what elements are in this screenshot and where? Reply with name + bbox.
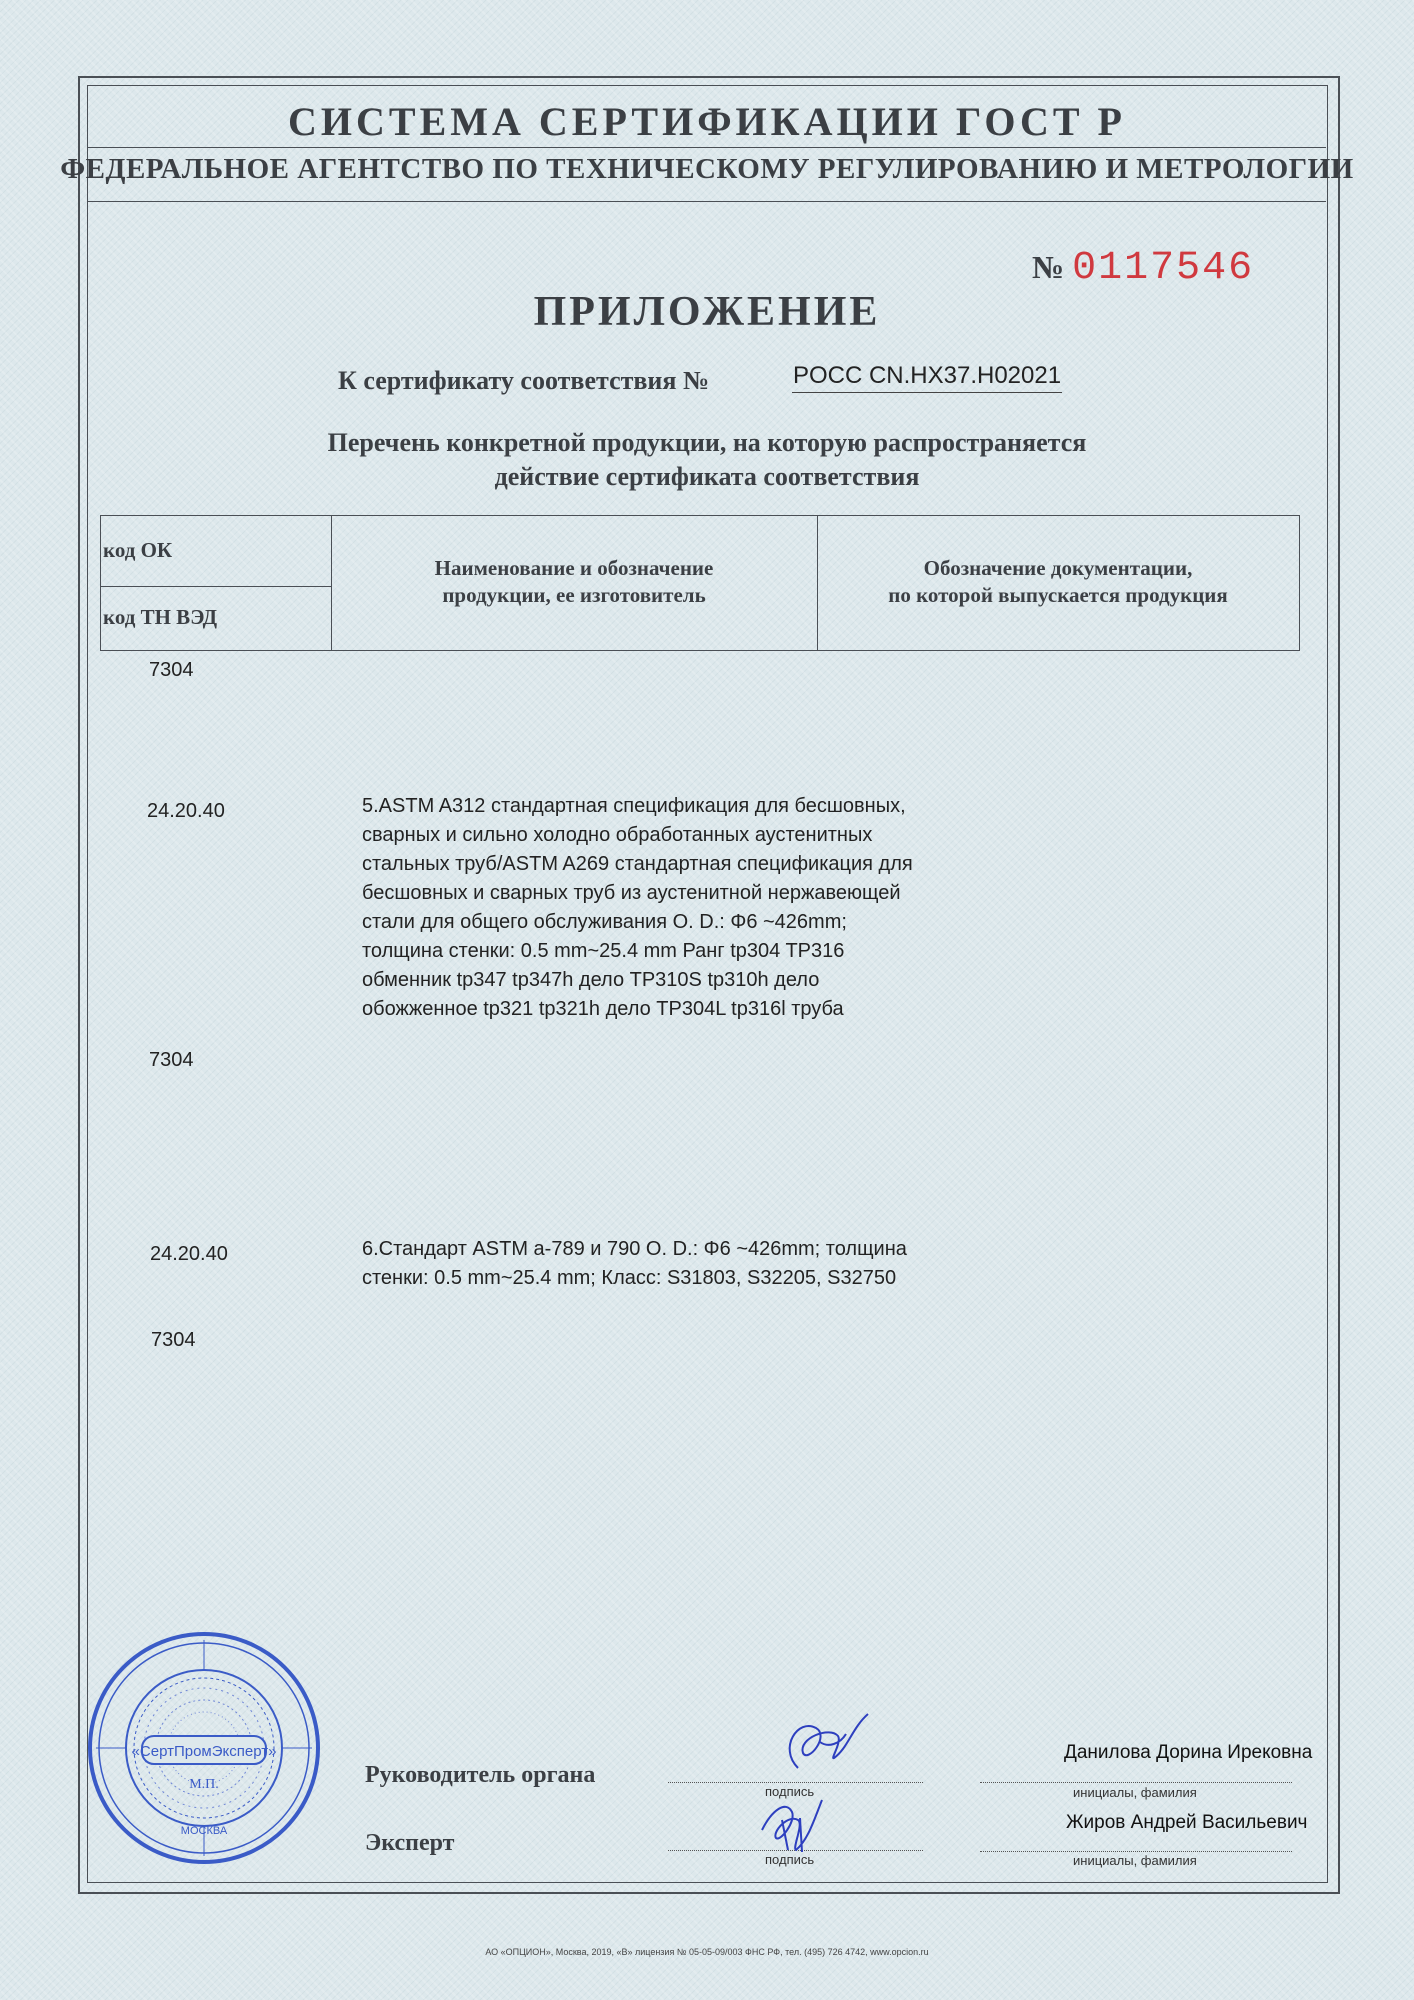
table-header xyxy=(100,515,1300,651)
list-title-line-2: действие сертификата соответствия xyxy=(494,462,920,491)
form-number-value: 0117546 xyxy=(1072,246,1255,291)
doc-column-header-line-1: Обозначение документации, xyxy=(923,556,1193,580)
name-column-header-line-1: Наименование и обозначение xyxy=(434,556,714,580)
list-title-line-1: Перечень конкретной продукции, на которую распространяется xyxy=(327,428,1087,457)
agency-title: ФЕДЕРАЛЬНОЕ АГЕНТСТВО ПО ТЕХНИЧЕСКОМУ РЕГУЛИРОВАНИЮ И МЕТРОЛОГИИ xyxy=(60,153,1354,185)
form-number-prefix: № xyxy=(1032,249,1065,285)
page-title: ПРИЛОЖЕНИЕ xyxy=(533,289,881,335)
expert-label: Эксперт xyxy=(365,1830,455,1856)
row-2-line: сварных и сильно холодно обработанных аустенитных xyxy=(362,824,873,846)
row-3-line: 6.Стандарт ASTM a-789 и 790 O. D.: Φ6 ~426mm; толщина xyxy=(362,1238,907,1260)
row-3-line: стенки: 0.5 mm~25.4 mm; Класс: S31803, S32205, S32750 xyxy=(362,1267,897,1289)
expert-signature xyxy=(752,1790,832,1860)
row-2-line: 5.ASTM A312 стандартная спецификация для бесшовных, xyxy=(362,795,906,817)
row-2-line: обменник tp347 tp347h дело TP310S tp310h дело xyxy=(362,969,820,991)
stamp-city: МОСКВА xyxy=(180,1825,228,1837)
expert-name: Жиров Андрей Васильевич xyxy=(1066,1812,1308,1833)
row-1-code: 7304 xyxy=(149,659,194,681)
header-divider-1 xyxy=(88,147,1326,148)
form-number xyxy=(1032,246,1254,291)
doc-column-header xyxy=(817,555,1299,609)
row-2-description xyxy=(362,792,913,1024)
name-column-header xyxy=(331,555,817,609)
table-row-divider xyxy=(101,586,331,587)
row-2-line: толщина стенки: 0.5 mm~25.4 mm Ранг tp304 TP316 xyxy=(362,940,845,962)
stamp-seal-mark: М.П. xyxy=(189,1777,219,1792)
head-name-caption: инициалы, фамилия xyxy=(1073,1785,1197,1800)
code-tn-label: код ТН ВЭД xyxy=(103,605,218,629)
row-3-description xyxy=(362,1235,907,1293)
name-column-header-line-2: продукции, ее изготовитель xyxy=(442,583,706,607)
row-3-code-ok: 24.20.40 xyxy=(150,1243,228,1265)
official-stamp xyxy=(84,1628,324,1868)
certificate-number: POCC CN.HX37.H02021 xyxy=(792,362,1062,393)
head-name: Данилова Дорина Ирековна xyxy=(1064,1742,1313,1763)
row-2-line: обожженное tp321 tp321h дело TP304L tp316l труба xyxy=(362,998,844,1020)
row-2-code-tn: 7304 xyxy=(149,1049,194,1071)
certificate-label: К сертификату соответствия № xyxy=(338,366,710,395)
row-2-line: бесшовных и сварных труб из аустенитной нержавеющей xyxy=(362,882,901,904)
head-signature xyxy=(768,1708,888,1788)
expert-sign-caption: подпись xyxy=(765,1852,815,1867)
head-sign-caption: подпись xyxy=(765,1784,815,1799)
header-divider-2 xyxy=(88,201,1326,202)
row-2-line: стальных труб/ASTM A269 стандартная спецификация для xyxy=(362,853,913,875)
head-name-line xyxy=(980,1782,1292,1783)
head-label: Руководитель органа xyxy=(365,1762,596,1788)
system-title: СИСТЕМА СЕРТИФИКАЦИИ ГОСТ Р xyxy=(288,99,1126,144)
expert-name-caption: инициалы, фамилия xyxy=(1073,1853,1197,1868)
row-3-code-tn: 7304 xyxy=(151,1329,196,1351)
stamp-center-text: «СертПромЭксперт» xyxy=(131,1743,277,1760)
code-ok-label: код ОК xyxy=(103,538,173,562)
footer-imprint: АО «ОПЦИОН», Москва, 2019, «В» лицензия № 05-05-09/003 ФНС РФ, тел. (495) 726 4742, www.opcion.ru xyxy=(485,1947,929,1957)
row-2-code-ok: 24.20.40 xyxy=(147,800,225,822)
row-2-line: стали для общего обслуживания O. D.: Φ6 ~426mm; xyxy=(362,911,847,933)
expert-name-line xyxy=(980,1851,1292,1852)
doc-column-header-line-2: по которой выпускается продукция xyxy=(888,583,1228,607)
